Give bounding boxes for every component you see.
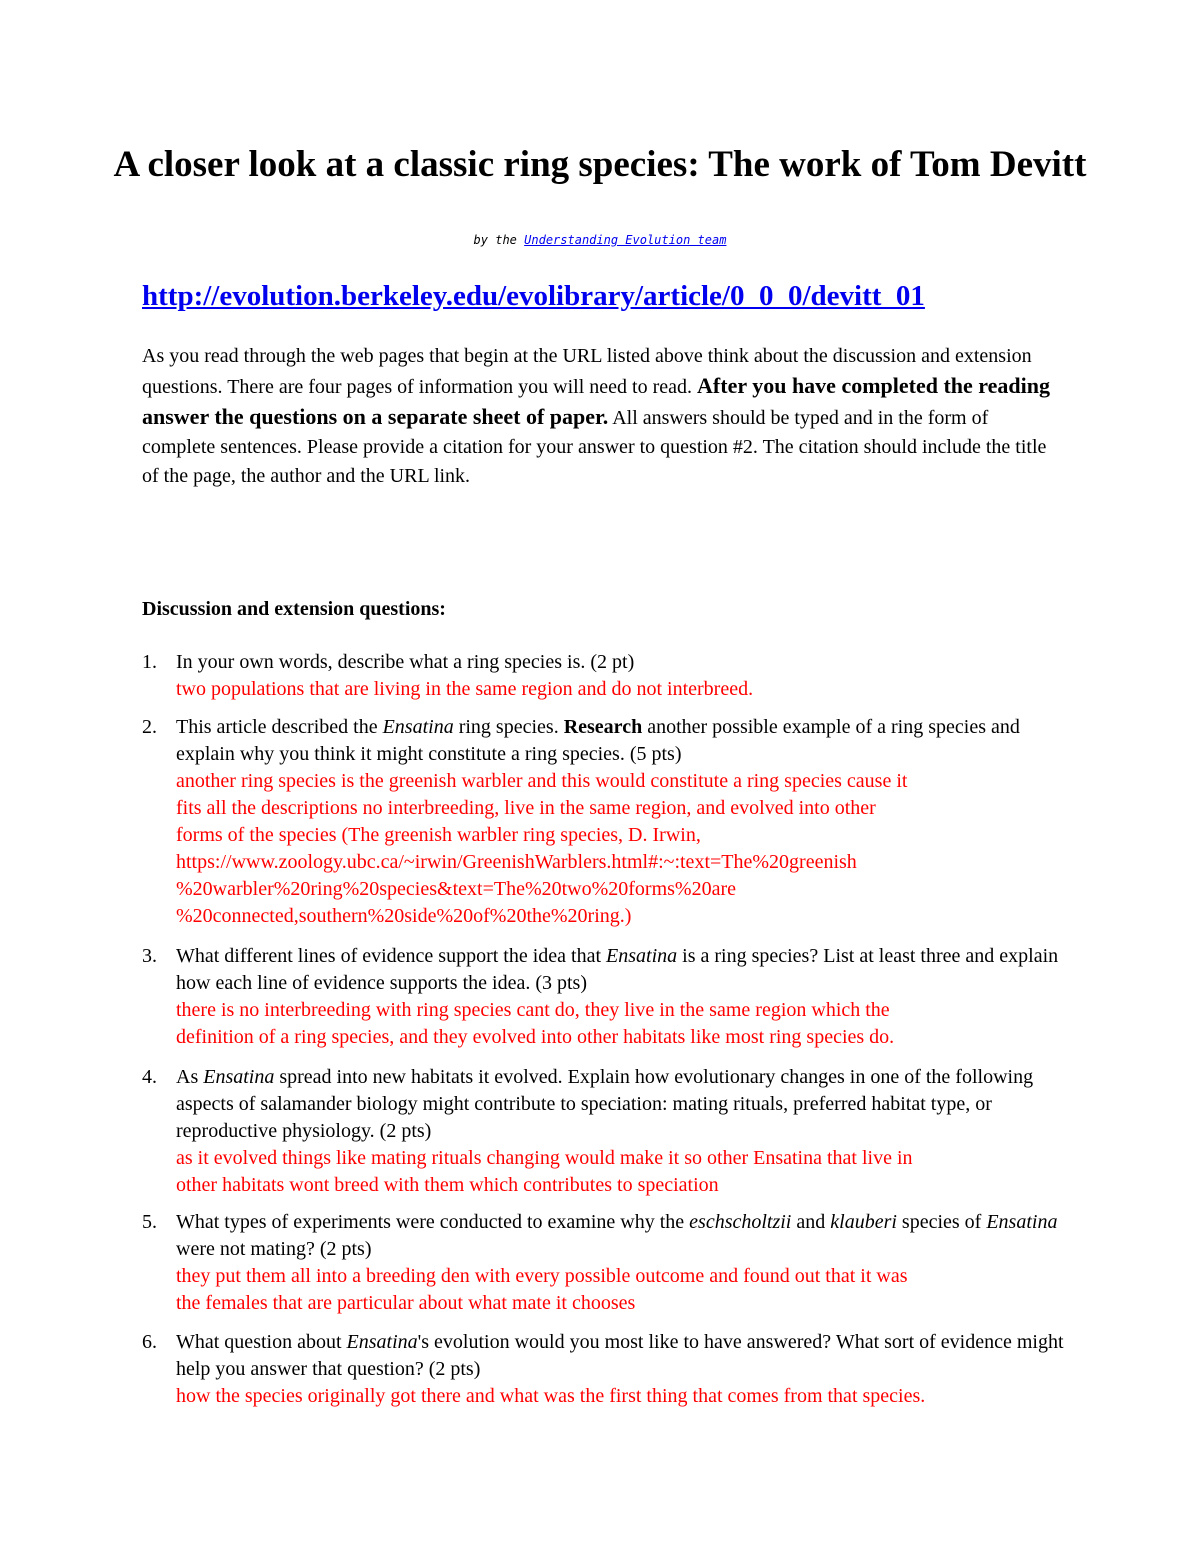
question-5: [142, 1209, 1072, 1317]
answer-line: two populations that are living in the same region and do not interbreed.: [176, 678, 754, 700]
answer-text: [176, 676, 1072, 703]
answer-line: https://www.zoology.ubc.ca/~irwin/GreenishWarblers.html#:~:text=The%20greenish: [176, 851, 857, 873]
answer-line: as it evolved things like mating rituals changing would make it so other Ensatina that live in: [176, 1147, 913, 1169]
answer-line: forms of the species (The greenish warbler ring species, D. Irwin,: [176, 824, 701, 846]
byline-prefix: by the: [473, 233, 517, 247]
question-number: 6.: [142, 1331, 157, 1353]
species-name: Ensatina: [203, 1066, 275, 1088]
species-name: Ensatina: [606, 945, 678, 967]
question-text: As Ensatina spread into new habitats it evolved. Explain how evolutionary changes in one of the following aspects of salamander biology might contribute to speciation: mating rituals, preferred habitat type, or reproductive physiology. (2 pts): [176, 1066, 1034, 1142]
answer-text: [176, 1383, 1072, 1410]
byline-author-link[interactable]: Understanding Evolution team: [524, 233, 727, 247]
answer-line: %20warbler%20ring%20species&text=The%20two%20forms%20are: [176, 878, 736, 900]
intro-text-1: As you read through the web pages that begin at the URL listed above think about the discussion and extension questions. There are four pages of information you will need to read.: [142, 345, 1032, 398]
intro-bold-instruction: After you have completed the reading answer the questions on a separate sheet of paper.: [142, 373, 1051, 429]
question-number: 2.: [142, 716, 157, 738]
answer-line: another ring species is the greenish warbler and this would constitute a ring species cause it: [176, 770, 908, 792]
question-number: 5.: [142, 1211, 157, 1233]
question-number: 4.: [142, 1066, 157, 1088]
answer-text: [176, 997, 1072, 1051]
intro-text-2: All answers should be typed and in the form of complete sentences. Please provide a citation for your answer to question #2. The citation should include the title of the page, the author and the URL link.: [142, 407, 1047, 487]
question-6: [142, 1329, 1072, 1410]
answer-line: they put them all into a breeding den with every possible outcome and found out that it was: [176, 1265, 908, 1287]
intro-paragraph: [142, 342, 1062, 491]
answer-text: [176, 1263, 1072, 1317]
byline: [100, 232, 1100, 248]
question-1: [142, 649, 1072, 703]
question-4: [142, 1064, 1072, 1199]
question-number: 1.: [142, 651, 157, 673]
answer-line: there is no interbreeding with ring species cant do, they live in the same region which the: [176, 999, 890, 1021]
question-text: In your own words, describe what a ring species is. (2 pt): [176, 651, 635, 673]
answer-line: the females that are particular about what mate it chooses: [176, 1292, 636, 1314]
answer-line: %20connected,southern%20side%20of%20the%20ring.): [176, 905, 632, 927]
question-text: What question about Ensatina's evolution would you most like to have answered? What sort of evidence might help you answer that question? (2 pts): [176, 1331, 1064, 1380]
answer-line: how the species originally got there and what was the first thing that comes from that species.: [176, 1385, 926, 1407]
question-text: What different lines of evidence support the idea that Ensatina is a ring species? List at least three and explain how each line of evidence supports the idea. (3 pts): [176, 945, 1059, 994]
answer-text: [176, 1145, 1072, 1199]
species-name-klauberi: klauberi: [830, 1211, 897, 1233]
species-name: Ensatina: [986, 1211, 1058, 1233]
species-name: Ensatina: [382, 716, 454, 738]
question-number: 3.: [142, 945, 157, 967]
question-2: [142, 714, 1072, 930]
answer-text: [176, 768, 1072, 930]
answer-line: definition of a ring species, and they evolved into other habitats like most ring species do.: [176, 1026, 895, 1048]
question-3: [142, 943, 1072, 1051]
question-text: This article described the Ensatina ring species. Research another possible example of a ring species and explain why you think it might constitute a ring species. (5 pts): [176, 716, 1020, 765]
discussion-heading: Discussion and extension questions:: [142, 598, 446, 620]
species-name-eschscholtzii: eschscholtzii: [689, 1211, 792, 1233]
answer-line: other habitats wont breed with them which contributes to speciation: [176, 1174, 719, 1196]
answer-line: fits all the descriptions no interbreeding, live in the same region, and evolved into other: [176, 797, 876, 819]
species-name: Ensatina: [346, 1331, 418, 1353]
emphasis-research: Research: [563, 716, 643, 738]
question-text: What types of experiments were conducted to examine why the eschscholtzii and klauberi species of Ensatina were not mating? (2 pts): [176, 1211, 1058, 1260]
page-title: A closer look at a classic ring species: The work of Tom Devitt: [113, 144, 1087, 185]
article-url-link[interactable]: http://evolution.berkeley.edu/evolibrary/article/0_0_0/devitt_01: [142, 280, 925, 312]
